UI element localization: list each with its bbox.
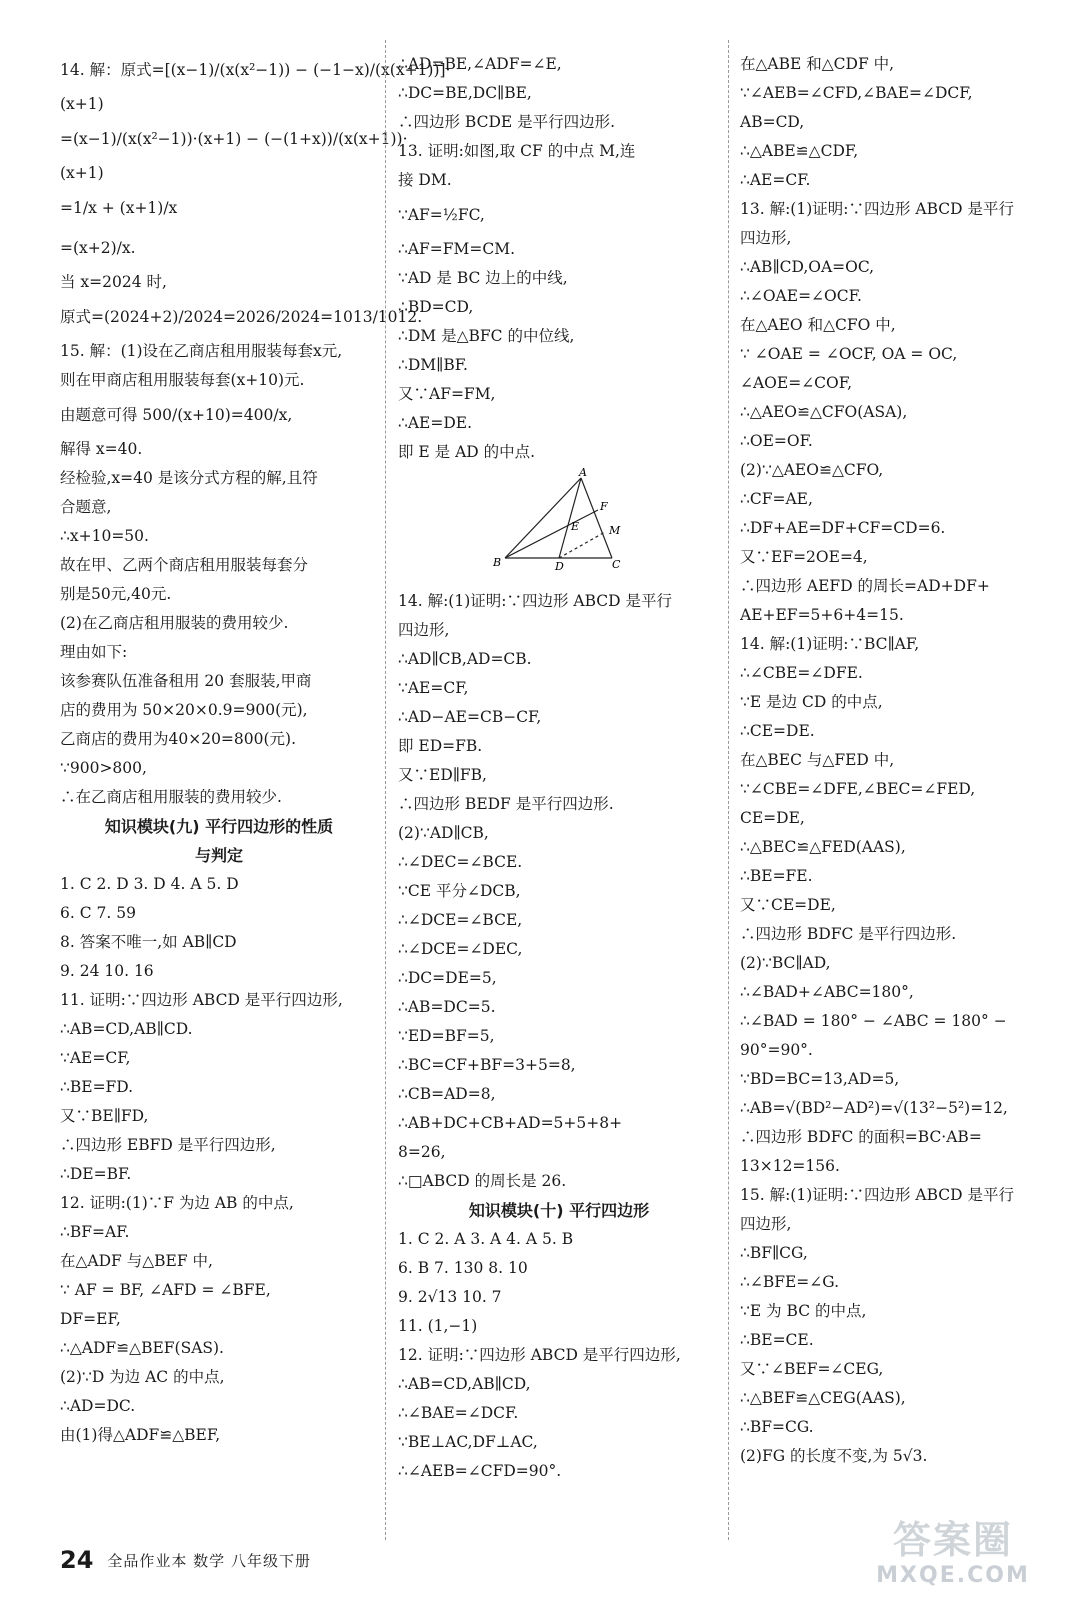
answer-line: ∴AB=DC=5. [398, 998, 496, 1016]
answer-line: (x+1) [60, 164, 104, 182]
answer-line: ∴∠DCE=∠DEC, [398, 940, 523, 958]
answer-line: 原式=(2024+2)/2024=2026/2024=1013/1012. [60, 308, 423, 326]
figure-line-AC [581, 478, 612, 558]
answer-line: ∴BE=FE. [740, 867, 813, 885]
answer-line: 90°=90°. [740, 1041, 813, 1059]
figure-line-DM [559, 532, 605, 558]
answer-line: 6. C 7. 59 [60, 904, 136, 922]
answer-line: ∴BE=FD. [60, 1078, 134, 1096]
page-footer [60, 1545, 311, 1575]
answer-line: 该参赛队伍准备租用 20 套服装,甲商 [60, 672, 312, 690]
answer-line: ∴OE=OF. [740, 432, 813, 450]
answer-line: 当 x=2024 时, [60, 273, 167, 291]
answer-line: ∴BF=CG. [740, 1418, 814, 1436]
answer-line: 13×12=156. [740, 1157, 840, 1175]
answer-line: 8=26, [398, 1143, 446, 1161]
answer-line: 14. 解:(1)证明:∵BC∥AF, [740, 635, 920, 653]
answer-line: ∴∠BAD+∠ABC=180°, [740, 983, 914, 1001]
answer-column-3 [740, 50, 1060, 1471]
answer-line: 1. C 2. D 3. D 4. A 5. D [60, 875, 239, 893]
answer-line: 14. 解:(1)证明:∵四边形 ABCD 是平行 [398, 592, 672, 610]
answer-line: 即 ED=FB. [398, 737, 483, 755]
section-heading: 知识模块(十) 平行四边形 [468, 1201, 650, 1220]
answer-line: ∴DC=BE,DC∥BE, [398, 84, 532, 102]
answer-line: 又∵CE=DE, [740, 896, 836, 914]
answer-line: ∴AB∥CD,OA=OC, [740, 258, 875, 276]
answer-line: ∵∠CBE=∠DFE,∠BEC=∠FED, [740, 780, 976, 798]
answer-line: 则在甲商店租用服装每套(x+10)元. [60, 371, 305, 389]
answer-line: ∴∠DCE=∠BCE, [398, 911, 523, 929]
section-heading: 知识模块(九) 平行四边形的性质 [104, 817, 334, 836]
label-M: M [609, 524, 621, 537]
watermark-url: MXQE.COM [876, 1563, 1030, 1588]
watermark-text: 答案圈 [892, 1518, 1013, 1562]
answer-line: 四边形, [398, 621, 450, 639]
answer-line: 6. B 7. 130 8. 10 [398, 1259, 528, 1277]
answer-line: ∵ED=BF=5, [398, 1027, 495, 1045]
figure-line-BF [505, 510, 598, 558]
answer-line: 在△BEC 与△FED 中, [740, 751, 895, 769]
answer-line: ∠AOE=∠COF, [740, 374, 853, 392]
answer-line: ∴△ABE≌△CDF, [740, 142, 859, 160]
answer-line: ∴BC=CF+BF=3+5=8, [398, 1056, 576, 1074]
answer-line: 在△ADF 与△BEF 中, [60, 1252, 213, 1270]
column-divider [385, 40, 386, 1540]
answer-line: ∵BE⊥AC,DF⊥AC, [398, 1433, 538, 1451]
answer-line: 14. 解：原式=[(x−1)/(x(x²−1)) − (−1−x)/(x(x+1))]· [60, 61, 451, 79]
answer-line: ∴BF∥CG, [740, 1244, 808, 1262]
answer-line: 13. 证明:如图,取 CF 的中点 M,连 [398, 142, 636, 160]
answer-line: 四边形, [740, 229, 792, 247]
answer-line: 13. 解:(1)证明:∵四边形 ABCD 是平行 [740, 200, 1014, 218]
answer-line: ∴四边形 AEFD 的周长=AD+DF+ [740, 577, 990, 595]
answer-line: ∴四边形 BDFC 的面积=BC·AB= [740, 1128, 982, 1146]
answer-line: ∴四边形 BDFC 是平行四边形. [740, 925, 957, 943]
answer-line: ∴AD−AE=CB−CF, [398, 708, 542, 726]
answer-line: ∴BE=CE. [740, 1331, 814, 1349]
answer-line: ∴AF=FM=CM. [398, 240, 516, 258]
answer-line: (2)FG 的长度不变,为 5√3. [740, 1447, 928, 1465]
answer-line: AE+EF=5+6+4=15. [740, 606, 904, 624]
answer-line: 15. 解:(1)证明:∵四边形 ABCD 是平行 [740, 1186, 1014, 1204]
watermark-logo [843, 1518, 1063, 1596]
answer-line: ∴∠DEC=∠BCE. [398, 853, 523, 871]
answer-line: 经检验,x=40 是该分式方程的解,且符 [60, 469, 318, 487]
answer-line: 故在甲、乙两个商店租用服装每套分 [60, 556, 309, 574]
answer-line: ∴BF=AF. [60, 1223, 130, 1241]
answer-line: ∴DM∥BF. [398, 356, 468, 374]
answer-line: 又∵∠BEF=∠CEG, [740, 1360, 884, 1378]
answer-line: ∵AD 是 BC 边上的中线, [398, 269, 568, 287]
answer-line: ∴DC=DE=5, [398, 969, 497, 987]
answer-line: ∵AF=½FC, [398, 206, 485, 224]
answer-line: ∵E 是边 CD 的中点, [740, 693, 883, 711]
answer-line: 别是50元,40元. [60, 585, 172, 603]
answer-line: ∴在乙商店租用服装的费用较少. [60, 788, 282, 806]
answer-line: ∴AD∥CB,AD=CB. [398, 650, 532, 668]
answer-line: (2)∵BC∥AD, [740, 954, 831, 972]
answer-line: ∴AB=CD,AB∥CD, [398, 1375, 531, 1393]
geometry-figure [487, 466, 637, 580]
answer-line: 15. 解：(1)设在乙商店租用服装每套x元, [60, 342, 343, 360]
answer-line: ∴∠BAD = 180° − ∠ABC = 180° − [740, 1012, 1007, 1030]
answer-line: ∵BD=BC=13,AD=5, [740, 1070, 900, 1088]
answer-line: (2)在乙商店租用服装的费用较少. [60, 614, 289, 632]
answer-line: 9. 24 10. 16 [60, 962, 154, 980]
label-B: B [493, 556, 502, 569]
answer-line: ∴△BEC≌△FED(AAS), [740, 838, 906, 856]
answer-line: 即 E 是 AD 的中点. [398, 443, 536, 461]
answer-line: ∴△AEO≌△CFO(ASA), [740, 403, 908, 421]
answer-line: ∵E 为 BC 的中点, [740, 1302, 867, 1320]
answer-line: 合题意, [60, 498, 112, 516]
answer-line: 又∵BE∥FD, [60, 1107, 149, 1125]
answer-line: ∴DF+AE=DF+CF=CD=6. [740, 519, 946, 537]
answer-line: ∵∠AEB=∠CFD,∠BAE=∠DCF, [740, 84, 973, 102]
section-heading: 与判定 [194, 846, 243, 865]
answer-line: (2)∵AD∥CB, [398, 824, 489, 842]
label-E: E [571, 520, 580, 533]
answer-line: ∴AE=DE. [398, 414, 473, 432]
book-title: 全品作业本 数学 八年级下册 [107, 1551, 311, 1570]
answer-line: 8. 答案不唯一,如 AB∥CD [60, 933, 237, 951]
answer-line: ∴AB+DC+CB+AD=5+5+8+ [398, 1114, 623, 1132]
label-A: A [579, 466, 587, 479]
answer-line: 11. 证明:∵四边形 ABCD 是平行四边形, [60, 991, 343, 1009]
answer-line: 店的费用为 50×20×0.9=900(元), [60, 701, 308, 719]
answer-line: (2)∵△AEO≌△CFO, [740, 461, 884, 479]
answer-line: 11. (1,−1) [398, 1317, 478, 1335]
answer-line: ∴∠BAE=∠DCF. [398, 1404, 519, 1422]
answer-line: DF=EF, [60, 1310, 121, 1328]
answer-line: ∴CE=DE. [740, 722, 815, 740]
answer-line: ∴△BEF≌△CEG(AAS), [740, 1389, 906, 1407]
label-D: D [555, 560, 564, 573]
answer-line: ∴x+10=50. [60, 527, 149, 545]
answer-line: ∴DM 是△BFC 的中位线, [398, 327, 575, 345]
answer-line: 由题意可得 500/(x+10)=400/x, [60, 406, 293, 424]
label-C: C [612, 558, 621, 571]
answer-line: ∴AB=√(BD²−AD²)=√(13²−5²)=12, [740, 1099, 1008, 1117]
answer-line: 又∵AF=FM, [398, 385, 496, 403]
answer-line: 12. 证明:∵四边形 ABCD 是平行四边形, [398, 1346, 681, 1364]
answer-line: 在△ABE 和△CDF 中, [740, 55, 895, 73]
answer-line: =1/x + (x+1)/x [60, 199, 178, 217]
answer-line: ∴AD=BE,∠ADF=∠E, [398, 55, 562, 73]
answer-line: ∵ AF = BF, ∠AFD = ∠BFE, [60, 1281, 271, 1299]
answer-line: ∴CB=AD=8, [398, 1085, 496, 1103]
answer-line: ∴AD=DC. [60, 1397, 136, 1415]
answer-line: 由(1)得△ADF≌△BEF, [60, 1426, 221, 1444]
answer-line: ∴四边形 BCDE 是平行四边形. [398, 113, 616, 131]
answer-line: 12. 证明:(1)∵F 为边 AB 的中点, [60, 1194, 294, 1212]
answer-line: ∴DE=BF. [60, 1165, 132, 1183]
answer-line: ∴CF=AE, [740, 490, 813, 508]
answer-line: ∴∠CBE=∠DFE. [740, 664, 863, 682]
answer-line: ∵AE=CF, [60, 1049, 131, 1067]
answer-line: ∵ ∠OAE = ∠OCF, OA = OC, [740, 345, 958, 363]
answer-line: ∴△ADF≌△BEF(SAS). [60, 1339, 224, 1357]
answer-line: ∴四边形 BEDF 是平行四边形. [398, 795, 614, 813]
label-F: F [600, 500, 608, 513]
answer-line: ∴BD=CD, [398, 298, 474, 316]
answer-line: 接 DM. [398, 171, 452, 189]
answer-line: (2)∵D 为边 AC 的中点, [60, 1368, 225, 1386]
answer-line: 四边形, [740, 1215, 792, 1233]
answer-line: 1. C 2. A 3. A 4. A 5. B [398, 1230, 574, 1248]
answer-line: ∴∠AEB=∠CFD=90°. [398, 1462, 562, 1480]
answer-line: 解得 x=40. [60, 440, 143, 458]
answer-line: 在△AEO 和△CFO 中, [740, 316, 896, 334]
answer-column-2 [398, 50, 720, 1486]
answer-line: CE=DE, [740, 809, 805, 827]
answer-line: 乙商店的费用为40×20=800(元). [60, 730, 297, 748]
answer-line: =(x−1)/(x(x²−1))·(x+1) − (−(1+x))/(x(x+1))· [60, 130, 408, 148]
answer-line: ∴∠OAE=∠OCF. [740, 287, 862, 305]
page-number: 24 [60, 1546, 94, 1574]
answer-line: ∴四边形 EBFD 是平行四边形, [60, 1136, 276, 1154]
answer-line: (x+1) [60, 95, 104, 113]
answer-line: ∵900>800, [60, 759, 147, 777]
answer-line: ∴AE=CF. [740, 171, 811, 189]
answer-line: ∵CE 平分∠DCB, [398, 882, 521, 900]
answer-line: 又∵EF=2OE=4, [740, 548, 868, 566]
answer-line: ∵AE=CF, [398, 679, 469, 697]
answer-line: ∴∠BFE=∠G. [740, 1273, 840, 1291]
answer-line: 9. 2√13 10. 7 [398, 1288, 502, 1306]
column-divider [728, 40, 729, 1540]
answer-line: =(x+2)/x. [60, 239, 136, 257]
answer-line: ∴□ABCD 的周长是 26. [398, 1172, 567, 1190]
answer-line: 又∵ED∥FB, [398, 766, 487, 784]
answer-line: 理由如下: [60, 643, 128, 661]
answer-line: AB=CD, [740, 113, 805, 131]
answer-line: ∴AB=CD,AB∥CD. [60, 1020, 193, 1038]
